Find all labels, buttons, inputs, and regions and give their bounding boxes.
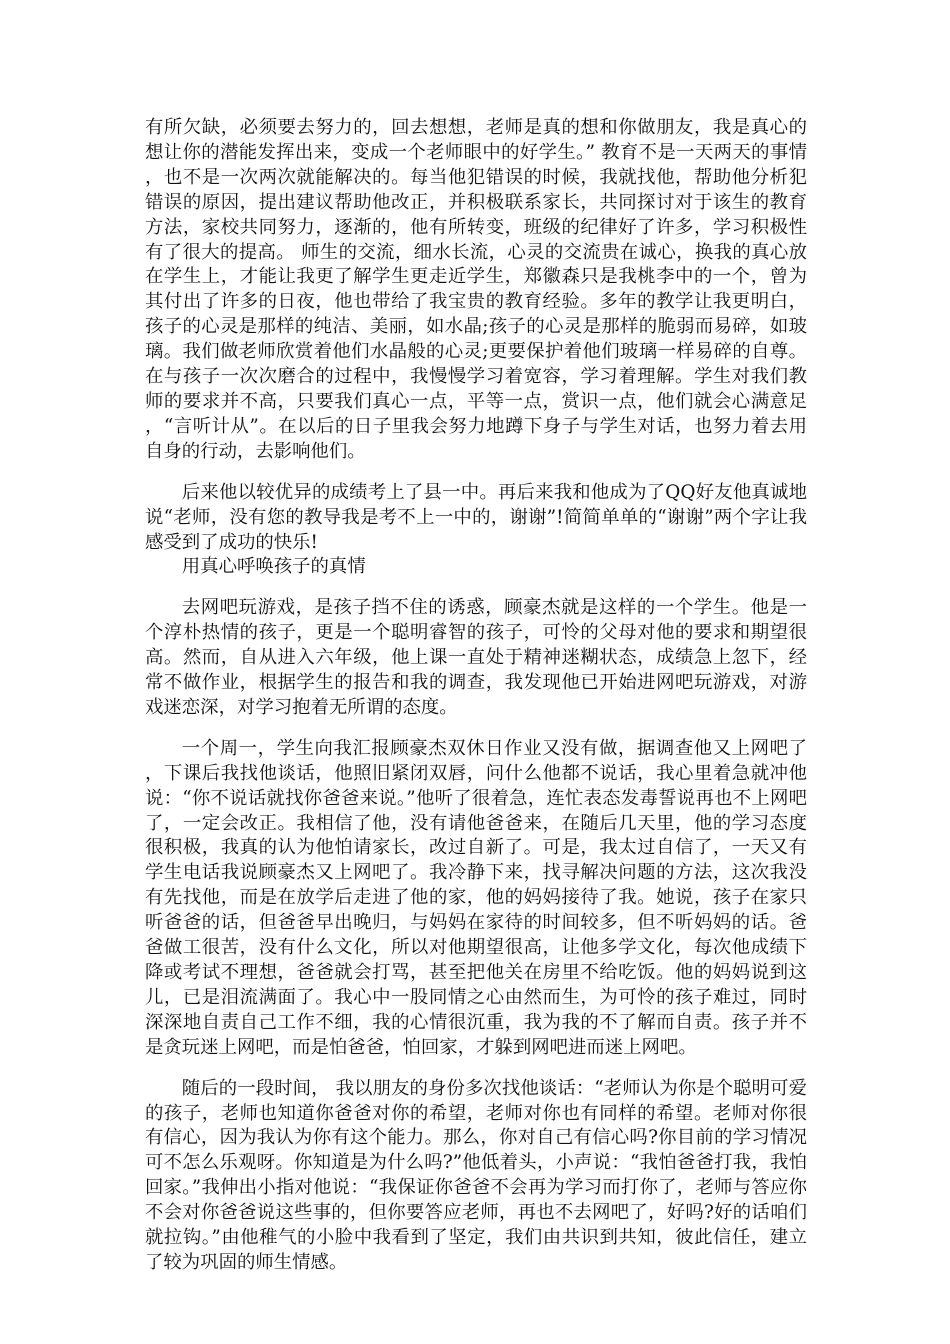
paragraph-3: 去网吧玩游戏，是孩子挡不住的诱惑，顾豪杰就是这样的一个学生。他是一个淳朴热情的孩子，更是一个聪明睿智的孩子，可怜的父母对他的要求和期望很高。然而，自从进入六年级，他上课一直处于精神迷糊状态，成绩急上忽下，经常不做作业，根据学生的报告和我的调查，我发现他已开始进网吧玩游戏，对游戏迷恋深，对学习抱着无所谓的态度。 (145, 597, 807, 718)
paragraph-4: 一个周一，学生向我汇报顾豪杰双休日作业又没有做，据调查他又上网吧了，下课后我找他谈话，他照旧紧闭双唇，问什么他都不说话，我心里着急就冲他说：“你不说话就找你爸爸来说。”他听了很着急，连忙表态发毒誓说再也不上网吧了，一定会改正。我相信了他，没有请他爸爸来，在随后几天里，他的学习态度很积极，我真的认为他怕请家长，改过自新了。可是，我太过自信了，一天又有学生电话我说顾豪杰又上网吧了。我冷静下来，找寻解决问题的方法，这次我没有先找他，而是在放学后走进了他的家，他的妈妈接待了我。她说，孩子在家只听爸爸的话，但爸爸早出晚归，与妈妈在家待的时间较多，但不听妈妈的话。爸爸做工很苦，没有什么文化，所以对他期望很高，让他多学文化，每次他成绩下降或考试不理想，爸爸就会打骂，甚至把他关在房里不给吃饭。他的妈妈说到这儿，已是泪流满面了。我心中一股同情之心由然而生，为可怜的孩子难过，同时深深地自责自己工作不细，我的心情很沉重，我为我的不了解而自责。孩子并不是贪玩迷上网吧，而是怕爸爸，怕回家，才躲到网吧进而迷上网吧。 (145, 737, 807, 1058)
section-heading: 用真心呼唤孩子的真情 (181, 556, 366, 578)
paragraph-2: 后来他以较优异的成绩考上了县一中。再后来我和他成为了QQ好友他真诚地说“老师，没有您的教导我是考不上一中的，谢谢”!简简单单的“谢谢”两个字让我感受到了成功的快乐! (145, 481, 807, 553)
paragraph-5: 随后的一段时间， 我以朋友的身份多次找他谈话：“老师认为你是个聪明可爱的孩子，老师也知道你爸爸对你的希望，老师对你也有同样的希望。老师对你很有信心，因为我认为你有这个能力。那么，你对自己有信心吗?你目前的学习情况可不怎么乐观呀。你知道是为什么吗?”他低着头，小声说：“我怕爸爸打我，我怕回家。”我伸出小指对他说：“我保证你爸爸不会再为学习而打你了，老师与答应你不会对你爸爸说这些事的，但你要答应老师，再也不去网吧了，好吗?好的话咱们就拉钩。”由他稚气的小脸中我看到了坚定，我们由共识到共知，彼此信任，建立了较为巩固的师生情感。 (145, 1077, 807, 1273)
document-page (145, 116, 807, 1276)
paragraph-1: 有所欠缺，必须要去努力的，回去想想，老师是真的想和你做朋友，我是真心的想让你的潜能发挥出来，变成一个老师眼中的好学生。” 教育不是一天两天的事情，也不是一次两次就能解决的。每当他犯错误的时候，我就找他，帮助他分析犯错误的原因，提出建议帮助他改正，并积极联系家长，共同探讨对于该生的教育方法，家校共同努力，逐渐的，他有所转变，班级的纪律好了许多，学习积极性有了很大的提高。 师生的交流，细水长流，心灵的交流贵在诚心，换我的真心放在学生上，才能让我更了解学生更走近学生，郑徽森只是我桃李中的一个，曾为其付出了许多的日夜，他也带给了我宝贵的教育经验。多年的教学让我更明白，孩子的心灵是那样的纯洁、美丽，如水晶;孩子的心灵是那样的脆弱而易碎，如玻璃。我们做老师欣赏着他们水晶般的心灵;更要保护着他们玻璃一样易碎的自尊。在与孩子一次次磨合的过程中，我慢慢学习着宽容，学习着理解。学生对我们教师的要求并不高，只要我们真心一点，平等一点，赏识一点，他们就会心满意足，“言听计从”。在以后的日子里我会努力地蹲下身子与学生对话，也努力着去用自身的行动，去影响他们。 (145, 117, 807, 462)
